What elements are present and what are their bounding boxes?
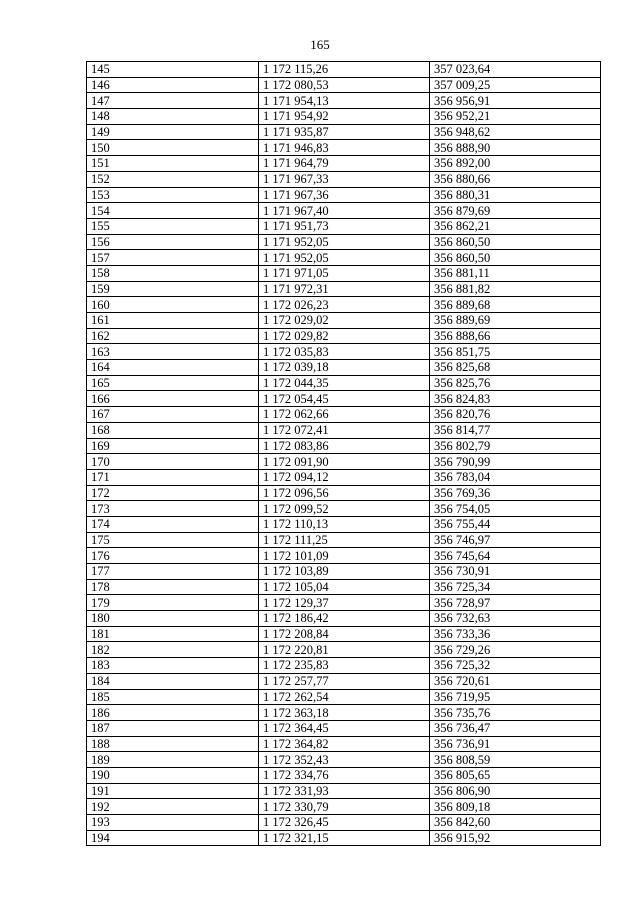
table-row xyxy=(87,783,601,799)
point-number-cell: 166 xyxy=(87,391,259,407)
point-number-cell: 183 xyxy=(87,658,259,674)
y-coordinate-cell: 356 745,64 xyxy=(430,548,601,564)
x-coordinate-cell: 1 172 105,04 xyxy=(259,579,430,595)
y-coordinate-cell: 356 754,05 xyxy=(430,501,601,517)
table-row xyxy=(87,579,601,595)
y-coordinate-cell: 357 023,64 xyxy=(430,62,601,78)
point-number-cell: 178 xyxy=(87,579,259,595)
point-number-cell: 170 xyxy=(87,454,259,470)
table-row xyxy=(87,422,601,438)
point-number-cell: 187 xyxy=(87,720,259,736)
y-coordinate-cell: 356 881,11 xyxy=(430,265,601,281)
x-coordinate-cell: 1 172 220,81 xyxy=(259,642,430,658)
x-coordinate-cell: 1 172 257,77 xyxy=(259,673,430,689)
table-row xyxy=(87,187,601,203)
x-coordinate-cell: 1 171 967,33 xyxy=(259,171,430,187)
x-coordinate-cell: 1 172 334,76 xyxy=(259,767,430,783)
x-coordinate-cell: 1 172 099,52 xyxy=(259,501,430,517)
y-coordinate-cell: 356 842,60 xyxy=(430,815,601,831)
point-number-cell: 182 xyxy=(87,642,259,658)
x-coordinate-cell: 1 172 111,25 xyxy=(259,532,430,548)
table-row xyxy=(87,203,601,219)
y-coordinate-cell: 356 735,76 xyxy=(430,705,601,721)
table-row xyxy=(87,328,601,344)
point-number-cell: 179 xyxy=(87,595,259,611)
point-number-cell: 162 xyxy=(87,328,259,344)
x-coordinate-cell: 1 172 110,13 xyxy=(259,516,430,532)
table-row xyxy=(87,171,601,187)
table-row xyxy=(87,344,601,360)
point-number-cell: 161 xyxy=(87,313,259,329)
table-row xyxy=(87,736,601,752)
table-row xyxy=(87,501,601,517)
x-coordinate-cell: 1 172 044,35 xyxy=(259,375,430,391)
y-coordinate-cell: 356 814,77 xyxy=(430,422,601,438)
y-coordinate-cell: 356 725,34 xyxy=(430,579,601,595)
x-coordinate-cell: 1 172 364,45 xyxy=(259,720,430,736)
x-coordinate-cell: 1 172 083,86 xyxy=(259,438,430,454)
y-coordinate-cell: 356 720,61 xyxy=(430,673,601,689)
y-coordinate-cell: 356 820,76 xyxy=(430,407,601,423)
point-number-cell: 152 xyxy=(87,171,259,187)
point-number-cell: 150 xyxy=(87,140,259,156)
y-coordinate-cell: 356 806,90 xyxy=(430,783,601,799)
point-number-cell: 163 xyxy=(87,344,259,360)
x-coordinate-cell: 1 172 330,79 xyxy=(259,799,430,815)
point-number-cell: 159 xyxy=(87,281,259,297)
x-coordinate-cell: 1 172 029,82 xyxy=(259,328,430,344)
y-coordinate-cell: 356 862,21 xyxy=(430,218,601,234)
x-coordinate-cell: 1 172 039,18 xyxy=(259,360,430,376)
x-coordinate-cell: 1 172 363,18 xyxy=(259,705,430,721)
x-coordinate-cell: 1 172 208,84 xyxy=(259,626,430,642)
x-coordinate-cell: 1 171 935,87 xyxy=(259,124,430,140)
point-number-cell: 153 xyxy=(87,187,259,203)
x-coordinate-cell: 1 171 971,05 xyxy=(259,265,430,281)
table-row xyxy=(87,407,601,423)
y-coordinate-cell: 356 860,50 xyxy=(430,250,601,266)
x-coordinate-cell: 1 172 115,26 xyxy=(259,62,430,78)
point-number-cell: 175 xyxy=(87,532,259,548)
point-number-cell: 165 xyxy=(87,375,259,391)
point-number-cell: 188 xyxy=(87,736,259,752)
coordinates-table-body xyxy=(87,62,601,846)
y-coordinate-cell: 356 889,68 xyxy=(430,297,601,313)
x-coordinate-cell: 1 172 352,43 xyxy=(259,752,430,768)
table-row xyxy=(87,720,601,736)
table-row xyxy=(87,626,601,642)
table-row xyxy=(87,830,601,846)
x-coordinate-cell: 1 172 326,45 xyxy=(259,815,430,831)
table-row xyxy=(87,516,601,532)
y-coordinate-cell: 356 860,50 xyxy=(430,234,601,250)
x-coordinate-cell: 1 171 951,73 xyxy=(259,218,430,234)
y-coordinate-cell: 356 783,04 xyxy=(430,469,601,485)
y-coordinate-cell: 356 808,59 xyxy=(430,752,601,768)
table-row xyxy=(87,77,601,93)
x-coordinate-cell: 1 172 101,09 xyxy=(259,548,430,564)
point-number-cell: 160 xyxy=(87,297,259,313)
point-number-cell: 146 xyxy=(87,77,259,93)
y-coordinate-cell: 356 736,47 xyxy=(430,720,601,736)
x-coordinate-cell: 1 172 103,89 xyxy=(259,564,430,580)
point-number-cell: 154 xyxy=(87,203,259,219)
point-number-cell: 185 xyxy=(87,689,259,705)
x-coordinate-cell: 1 172 054,45 xyxy=(259,391,430,407)
table-row xyxy=(87,564,601,580)
x-coordinate-cell: 1 171 952,05 xyxy=(259,234,430,250)
y-coordinate-cell: 356 889,69 xyxy=(430,313,601,329)
table-row xyxy=(87,391,601,407)
point-number-cell: 147 xyxy=(87,93,259,109)
table-row xyxy=(87,360,601,376)
y-coordinate-cell: 356 736,91 xyxy=(430,736,601,752)
table-row xyxy=(87,109,601,125)
x-coordinate-cell: 1 172 080,53 xyxy=(259,77,430,93)
table-row xyxy=(87,140,601,156)
x-coordinate-cell: 1 172 094,12 xyxy=(259,469,430,485)
table-row xyxy=(87,548,601,564)
x-coordinate-cell: 1 172 062,66 xyxy=(259,407,430,423)
x-coordinate-cell: 1 171 952,05 xyxy=(259,250,430,266)
table-row xyxy=(87,156,601,172)
point-number-cell: 169 xyxy=(87,438,259,454)
point-number-cell: 156 xyxy=(87,234,259,250)
y-coordinate-cell: 356 956,91 xyxy=(430,93,601,109)
y-coordinate-cell: 356 769,36 xyxy=(430,485,601,501)
table-row xyxy=(87,250,601,266)
y-coordinate-cell: 356 825,68 xyxy=(430,360,601,376)
x-coordinate-cell: 1 172 186,42 xyxy=(259,611,430,627)
x-coordinate-cell: 1 172 026,23 xyxy=(259,297,430,313)
y-coordinate-cell: 356 725,32 xyxy=(430,658,601,674)
y-coordinate-cell: 356 851,75 xyxy=(430,344,601,360)
y-coordinate-cell: 356 719,95 xyxy=(430,689,601,705)
point-number-cell: 193 xyxy=(87,815,259,831)
y-coordinate-cell: 356 880,31 xyxy=(430,187,601,203)
table-row xyxy=(87,234,601,250)
y-coordinate-cell: 356 729,26 xyxy=(430,642,601,658)
point-number-cell: 149 xyxy=(87,124,259,140)
y-coordinate-cell: 356 733,36 xyxy=(430,626,601,642)
coordinates-table xyxy=(86,61,601,846)
x-coordinate-cell: 1 172 331,93 xyxy=(259,783,430,799)
table-row xyxy=(87,62,601,78)
x-coordinate-cell: 1 171 972,31 xyxy=(259,281,430,297)
table-row xyxy=(87,658,601,674)
x-coordinate-cell: 1 171 967,36 xyxy=(259,187,430,203)
table-row xyxy=(87,532,601,548)
table-row xyxy=(87,642,601,658)
y-coordinate-cell: 356 730,91 xyxy=(430,564,601,580)
table-row xyxy=(87,673,601,689)
table-row xyxy=(87,485,601,501)
point-number-cell: 157 xyxy=(87,250,259,266)
y-coordinate-cell: 356 892,00 xyxy=(430,156,601,172)
table-row xyxy=(87,313,601,329)
table-row xyxy=(87,767,601,783)
point-number-cell: 151 xyxy=(87,156,259,172)
point-number-cell: 155 xyxy=(87,218,259,234)
y-coordinate-cell: 356 790,99 xyxy=(430,454,601,470)
x-coordinate-cell: 1 172 029,02 xyxy=(259,313,430,329)
point-number-cell: 168 xyxy=(87,422,259,438)
point-number-cell: 173 xyxy=(87,501,259,517)
y-coordinate-cell: 356 732,63 xyxy=(430,611,601,627)
y-coordinate-cell: 356 879,69 xyxy=(430,203,601,219)
y-coordinate-cell: 356 952,21 xyxy=(430,109,601,125)
page-number: 165 xyxy=(310,37,330,52)
x-coordinate-cell: 1 172 364,82 xyxy=(259,736,430,752)
y-coordinate-cell: 356 948,62 xyxy=(430,124,601,140)
point-number-cell: 189 xyxy=(87,752,259,768)
point-number-cell: 186 xyxy=(87,705,259,721)
table-row xyxy=(87,595,601,611)
table-row xyxy=(87,469,601,485)
point-number-cell: 190 xyxy=(87,767,259,783)
y-coordinate-cell: 356 888,66 xyxy=(430,328,601,344)
y-coordinate-cell: 356 746,97 xyxy=(430,532,601,548)
table-row xyxy=(87,815,601,831)
table-row xyxy=(87,454,601,470)
x-coordinate-cell: 1 171 954,92 xyxy=(259,109,430,125)
x-coordinate-cell: 1 172 262,54 xyxy=(259,689,430,705)
point-number-cell: 174 xyxy=(87,516,259,532)
y-coordinate-cell: 356 728,97 xyxy=(430,595,601,611)
x-coordinate-cell: 1 172 235,83 xyxy=(259,658,430,674)
y-coordinate-cell: 356 809,18 xyxy=(430,799,601,815)
point-number-cell: 191 xyxy=(87,783,259,799)
point-number-cell: 145 xyxy=(87,62,259,78)
y-coordinate-cell: 357 009,25 xyxy=(430,77,601,93)
y-coordinate-cell: 356 881,82 xyxy=(430,281,601,297)
x-coordinate-cell: 1 172 096,56 xyxy=(259,485,430,501)
table-row xyxy=(87,689,601,705)
point-number-cell: 167 xyxy=(87,407,259,423)
point-number-cell: 192 xyxy=(87,799,259,815)
table-row xyxy=(87,799,601,815)
x-coordinate-cell: 1 172 321,15 xyxy=(259,830,430,846)
x-coordinate-cell: 1 171 967,40 xyxy=(259,203,430,219)
x-coordinate-cell: 1 171 954,13 xyxy=(259,93,430,109)
x-coordinate-cell: 1 171 946,83 xyxy=(259,140,430,156)
point-number-cell: 164 xyxy=(87,360,259,376)
x-coordinate-cell: 1 171 964,79 xyxy=(259,156,430,172)
table-row xyxy=(87,752,601,768)
point-number-cell: 180 xyxy=(87,611,259,627)
y-coordinate-cell: 356 805,65 xyxy=(430,767,601,783)
table-row xyxy=(87,297,601,313)
x-coordinate-cell: 1 172 091,90 xyxy=(259,454,430,470)
y-coordinate-cell: 356 824,83 xyxy=(430,391,601,407)
table-row xyxy=(87,375,601,391)
x-coordinate-cell: 1 172 072,41 xyxy=(259,422,430,438)
point-number-cell: 177 xyxy=(87,564,259,580)
point-number-cell: 184 xyxy=(87,673,259,689)
table-row xyxy=(87,438,601,454)
point-number-cell: 158 xyxy=(87,265,259,281)
y-coordinate-cell: 356 915,92 xyxy=(430,830,601,846)
point-number-cell: 176 xyxy=(87,548,259,564)
point-number-cell: 172 xyxy=(87,485,259,501)
table-row xyxy=(87,265,601,281)
table-row xyxy=(87,218,601,234)
x-coordinate-cell: 1 172 129,37 xyxy=(259,595,430,611)
point-number-cell: 181 xyxy=(87,626,259,642)
point-number-cell: 171 xyxy=(87,469,259,485)
y-coordinate-cell: 356 825,76 xyxy=(430,375,601,391)
y-coordinate-cell: 356 880,66 xyxy=(430,171,601,187)
y-coordinate-cell: 356 888,90 xyxy=(430,140,601,156)
table-row xyxy=(87,93,601,109)
point-number-cell: 148 xyxy=(87,109,259,125)
x-coordinate-cell: 1 172 035,83 xyxy=(259,344,430,360)
table-row xyxy=(87,281,601,297)
y-coordinate-cell: 356 802,79 xyxy=(430,438,601,454)
y-coordinate-cell: 356 755,44 xyxy=(430,516,601,532)
table-row xyxy=(87,705,601,721)
point-number-cell: 194 xyxy=(87,830,259,846)
table-row xyxy=(87,124,601,140)
table-row xyxy=(87,611,601,627)
